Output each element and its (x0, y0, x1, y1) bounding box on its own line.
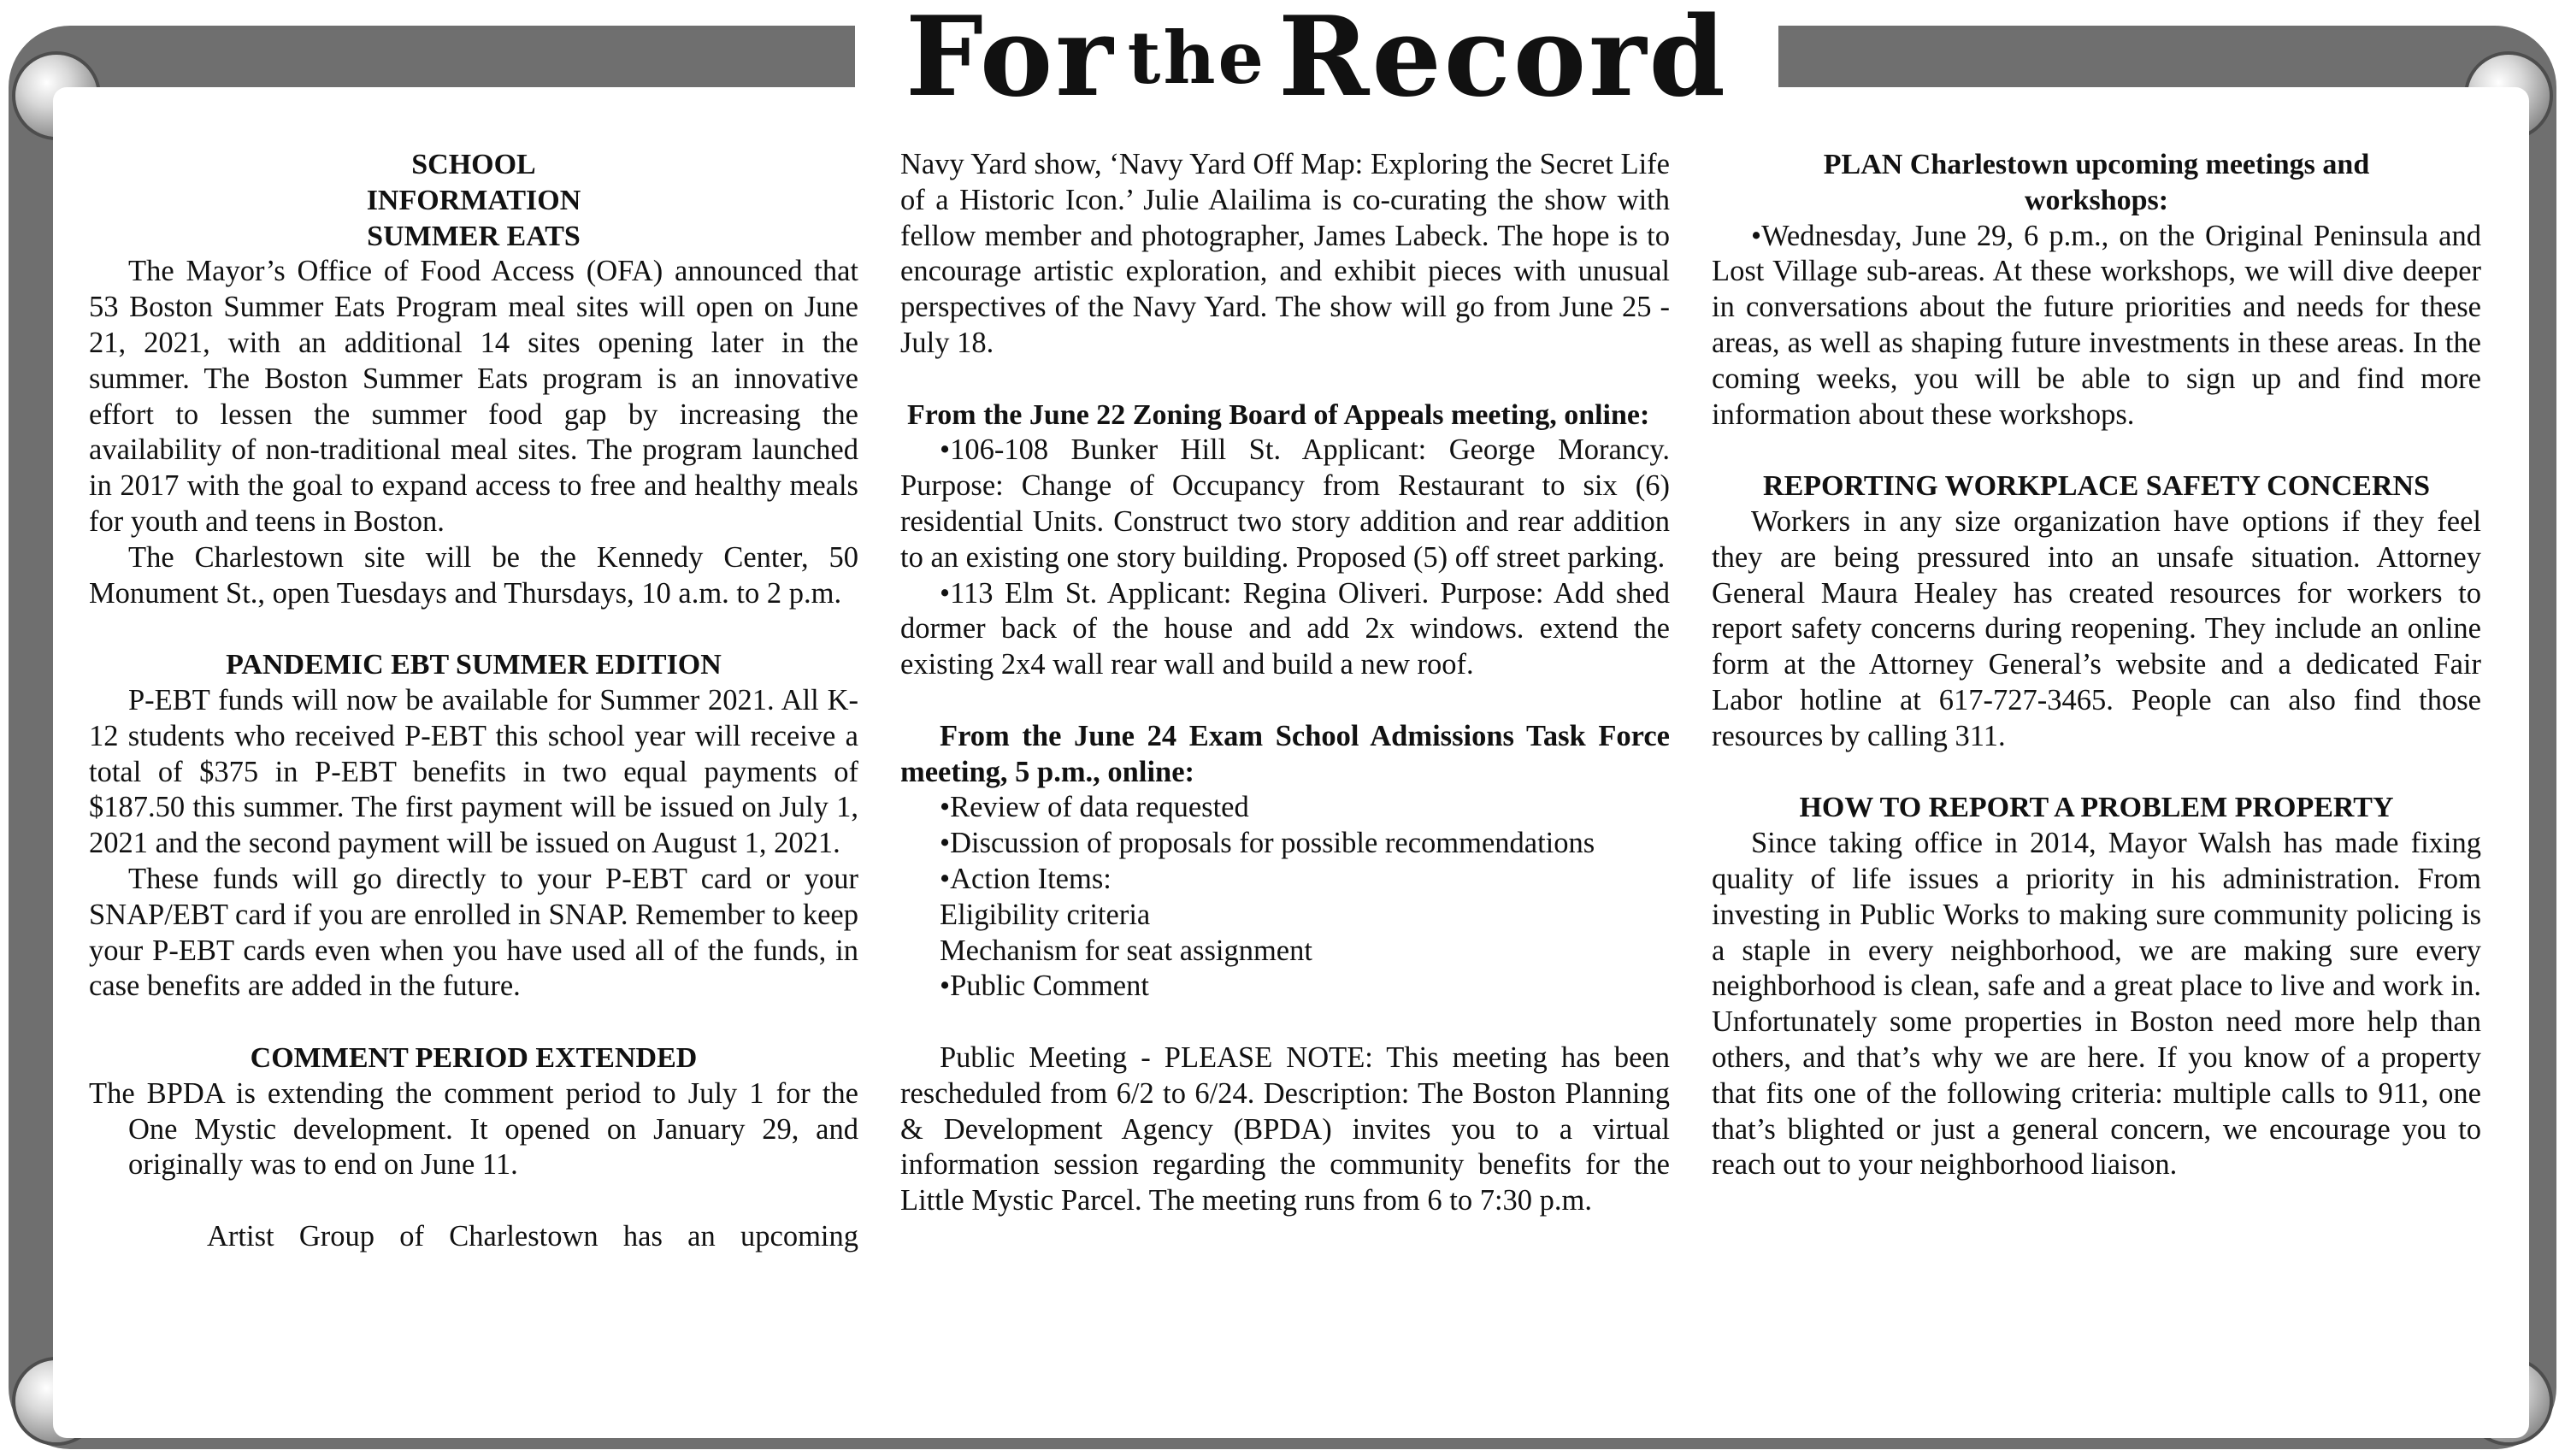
exam-item-2: •Discussion of proposals for possible recommendations (940, 827, 1595, 860)
exam-item-5: Mechanism for seat assignment (940, 934, 1312, 967)
summer-eats-paragraph-1: The Mayor’s Office of Food Access (OFA) announced that 53 Boston Summer Eats Program meal sites will open on June 21, 2021, with an additional 14 sites opening later in the summer. The Boston Summer Eats program is an innovative effort to lessen the summer food gap by increasing the availability of non-traditional meal sites. The program launched in 2017 with the goal to expand access to free and healthy meals for youth and teens in Boston. (89, 255, 858, 538)
title-word-the: the (1127, 15, 1266, 100)
exam-item-3: •Action Items: (940, 862, 1112, 895)
school-heading-line2: INFORMATION (366, 184, 581, 216)
problem-property-heading: HOW TO REPORT A PROBLEM PROPERTY (1799, 792, 2394, 824)
exam-item-6: •Public Comment (940, 970, 1149, 1003)
safety-heading: REPORTING WORKPLACE SAFETY CONCERNS (1763, 470, 2430, 503)
zba-item-1: •106-108 Bunker Hill St. Applicant: George Morancy. Purpose: Change of Occupancy from Restaurant to six (6) residential Units. Construct two story addition and rear addition to an existing one story building. Proposed (5) off street parking. (900, 433, 1670, 574)
pebt-paragraph-1: P-EBT funds will now be available for Summer 2021. All K-12 students who received P-EBT this school year will receive a total of $375 in P-EBT benefits in two equal payments of $187.50 this summer. The first payment will be issued on July 1, 2021 and the second payment will be issued on August 1, 2021. (89, 683, 858, 860)
comment-period-heading: COMMENT PERIOD EXTENDED (250, 1041, 698, 1074)
plan-item-1: •Wednesday, June 29, 6 p.m., on the Original Peninsula and Lost Village sub-areas. At these workshops, we will dive deeper in conversations about the future priorities and needs for these areas, as well as shaping future investments in these areas. In the coming weeks, you will be able to sign up and find more information about these workshops. (1712, 219, 2481, 431)
plan-charlestown-heading: PLAN Charlestown upcoming meetings and workshops: (1823, 149, 2370, 216)
zba-item-2: •113 Elm St. Applicant: Regina Oliveri. Purpose: Add shed dormer back of the house and add 2x windows. extend the existing 2x4 wall rear wall and build a new roof. (900, 576, 1670, 681)
artist-group-continued: Navy Yard show, ‘Navy Yard Off Map: Exploring the Secret Life of a Historic Icon.’ Julie Alailima is co-curating the show with fellow member and photographer, James Labeck. The hope is to encourage artistic exploration, and exhibit pieces with unusual perspectives of the Navy Yard. The show will go from June 25 - July 18. (900, 148, 1670, 359)
title-banner (855, 0, 1778, 120)
column-3 (1712, 147, 2481, 1183)
school-heading-line1: SCHOOL (411, 149, 536, 180)
problem-property-paragraph: Since taking office in 2014, Mayor Walsh has made fixing quality of life issues a priority in his administration. From investing in Public Works to making sure community policing is a staple in every neighborhood, we are making sure every neighborhood is clean, safe and a great place to live and work in. Unfortunately some properties in Boston need more help than others, and that’s why we are here. If you know of a property that fits one of the following criteria: multiple calls to 911, one that’s blighted or just a general concern, we encourage you to reach out to your neighborhood liaison. (1712, 827, 2481, 1182)
column-1 (89, 147, 858, 1255)
column-2 (900, 147, 1670, 1219)
title-word-for: For (905, 0, 1116, 121)
pebt-paragraph-2: These funds will go directly to your P-EBT card or your SNAP/EBT card if you are enrolled in SNAP. Remember to keep your P-EBT cards even when you have used all of the funds, in case benefits are added in the future. (89, 862, 858, 1003)
exam-item-1: •Review of data requested (940, 791, 1249, 824)
safety-paragraph: Workers in any size organization have options if they feel they are being pressured into an unsafe situation. Attorney General Maura Healey has created resources for workers to report safety concerns during reopening. They include an online form at the Attorney General’s website and a dedicated Fair Labor hotline at 617-727-3465. People can also find those resources by calling 311. (1712, 504, 2481, 752)
public-meeting-paragraph: Public Meeting - PLEASE NOTE: This meeting has been rescheduled from 6/2 to 6/24. Description: The Boston Planning & Development Agency (BPDA) invites you to a virtual information session regarding the community benefits for the Little Mystic Parcel. The meeting runs from 6 to 7:30 p.m. (900, 1040, 1670, 1217)
zba-heading: From the June 22 Zoning Board of Appeals meeting, online: (907, 398, 1650, 431)
school-heading-line3: SUMMER EATS (367, 220, 581, 252)
artist-group-paragraph: Artist Group of Charlestown has an upcoming (207, 1219, 858, 1253)
pebt-heading: PANDEMIC EBT SUMMER EDITION (226, 649, 722, 681)
page-title (855, 0, 1778, 121)
comment-period-paragraph: The BPDA is extending the comment period to July 1 for the One Mystic development. It opened on January 29, and originally was to end on June 11. (89, 1076, 858, 1182)
exam-item-4: Eligibility criteria (940, 898, 1151, 931)
exam-school-heading: From the June 24 Exam School Admissions Task Force meeting, 5 p.m., online: (900, 719, 1670, 788)
title-word-record: Record (1277, 0, 1729, 121)
summer-eats-paragraph-2: The Charlestown site will be the Kennedy Center, 50 Monument St., open Tuesdays and Thursdays, 10 a.m. to 2 p.m. (89, 540, 858, 610)
